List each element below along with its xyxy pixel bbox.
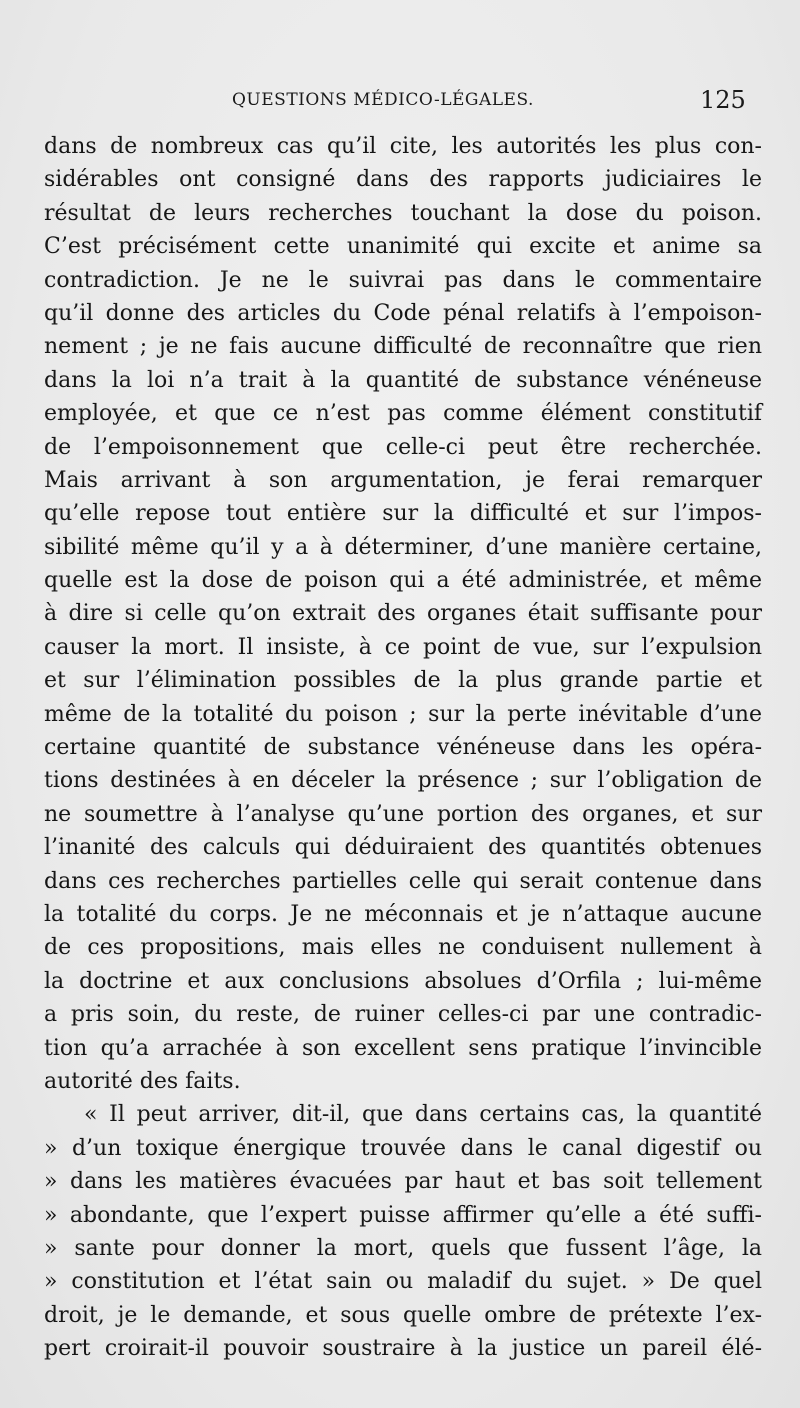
text-line: contradiction. Je ne le suivrai pas dans le commentaire: [44, 267, 762, 293]
text-line: a pris soin, du reste, de ruiner celles-ci par une contradic-: [44, 1002, 762, 1028]
text-line: la doctrine et aux conclusions absolues d’Orfila ; lui-même: [44, 968, 762, 994]
page-number: 125: [700, 86, 746, 114]
text-line: la totalité du corps. Je ne méconnais et je n’attaque aucune: [44, 901, 762, 927]
page-header: [0, 86, 800, 120]
text-line: de l’empoisonnement que celle-ci peut être recherchée.: [44, 434, 762, 460]
text-line: quelle est la dose de poison qui a été administrée, et même: [44, 568, 762, 594]
text-line: dans de nombreux cas qu’il cite, les autorités les plus con-: [44, 134, 762, 159]
quote-line: » constitution et l’état sain ou maladif du sujet. » De quel: [44, 1269, 762, 1295]
text-line: l’inanité des calculs qui déduiraient des quantités obtenues: [44, 835, 762, 861]
text-line: qu’elle repose tout entière sur la difficulté et sur l’impos-: [44, 501, 762, 527]
text-line: même de la totalité du poison ; sur la perte inévitable d’une: [44, 701, 762, 727]
text-line: ne soumettre à l’analyse qu’une portion des organes, et sur: [44, 801, 762, 827]
text-line-paragraph-start: « Il peut arriver, dit-il, que dans certains cas, la quantité: [84, 1102, 762, 1128]
text-line: résultat de leurs recherches touchant la dose du poison.: [44, 200, 762, 226]
text-line: Mais arrivant à son argumentation, je ferai remarquer: [44, 467, 762, 493]
text-line: pert croirait-il pouvoir soustraire à la justice un pareil élé-: [44, 1336, 762, 1362]
text-line: causer la mort. Il insiste, à ce point de vue, sur l’expulsion: [44, 634, 762, 660]
text-line-paragraph-end: autorité des faits.: [44, 1068, 241, 1094]
running-head: QUESTIONS MÉDICO-LÉGALES.: [232, 90, 534, 110]
quote-line: » sante pour donner la mort, quels que fussent l’âge, la: [44, 1235, 762, 1261]
quote-line: » d’un toxique énergique trouvée dans le canal digestif ou: [44, 1135, 762, 1161]
text-line: tion qu’a arrachée à son excellent sens pratique l’invincible: [44, 1035, 762, 1061]
text-line: qu’il donne des articles du Code pénal relatifs à l’empoison-: [44, 300, 762, 326]
text-line: dans la loi n’a trait à la quantité de substance vénéneuse: [44, 367, 762, 393]
text-line: de ces propositions, mais elles ne conduisent nullement à: [44, 935, 762, 961]
quote-line: » dans les matières évacuées par haut et bas soit tellement: [44, 1169, 762, 1195]
text-line: dans ces recherches partielles celle qui serait contenue dans: [44, 868, 762, 894]
text-line: et sur l’élimination possibles de la plus grande partie et: [44, 668, 762, 694]
text-line: à dire si celle qu’on extrait des organes était suffisante pour: [44, 601, 762, 627]
text-line: nement ; je ne fais aucune difficulté de reconnaître que rien: [44, 334, 762, 360]
text-line: employée, et que ce n’est pas comme élément constitutif: [44, 401, 762, 427]
text-line: C’est précisément cette unanimité qui excite et anime sa: [44, 234, 762, 260]
text-line: sibilité même qu’il y a à déterminer, d’une manière certaine,: [44, 534, 762, 560]
text-line: droit, je le demande, et sous quelle ombre de prétexte l’ex-: [44, 1302, 762, 1328]
body-text: [44, 130, 762, 1365]
text-line: sidérables ont consigné dans des rapports judiciaires le: [44, 167, 762, 193]
quote-line: » abondante, que l’expert puisse affirmer qu’elle a été suffi-: [44, 1202, 762, 1228]
text-line: tions destinées à en déceler la présence ; sur l’obligation de: [44, 768, 762, 794]
text-line: certaine quantité de substance vénéneuse dans les opéra-: [44, 735, 762, 761]
